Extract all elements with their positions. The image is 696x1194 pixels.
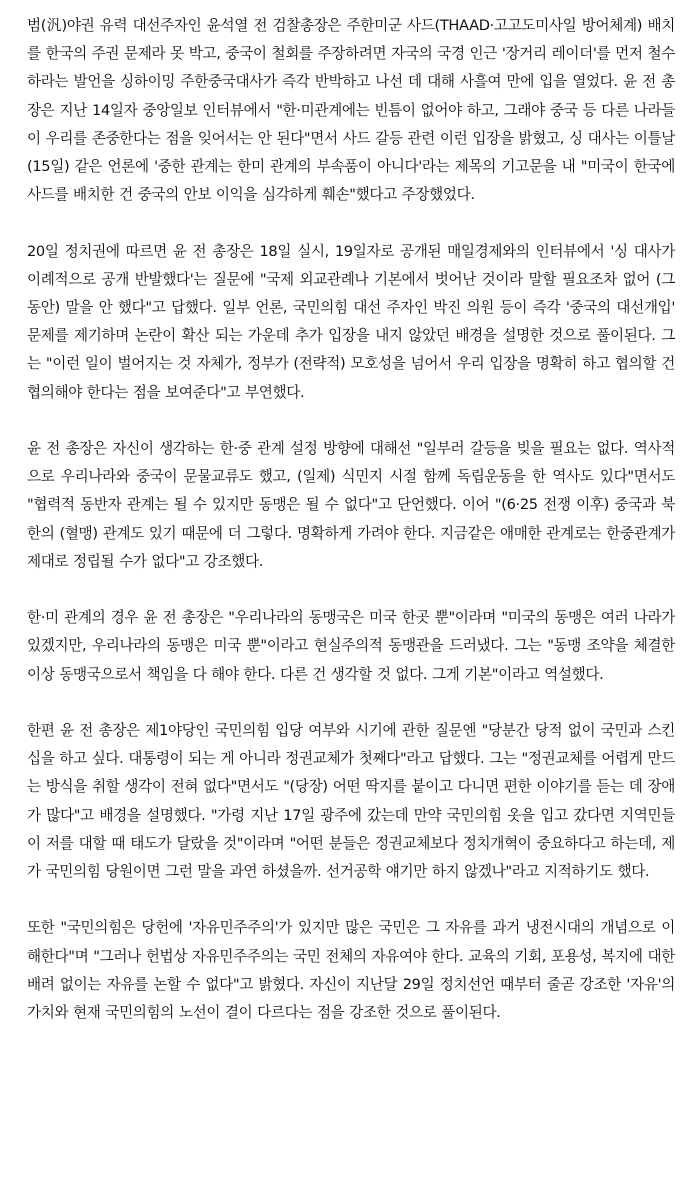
paragraph-3: 윤 전 총장은 자신이 생각하는 한·중 관계 설정 방향에 대해선 "일부러 갈등을 빚을 필요는 없다. 역사적으로 우리나라와 중국이 문물교류도 했고, (일제) 식민지 시절 함께 독립운동을 한 역사도 있다"면서도 "협력적 동반자 관계는 될 수 있지만 동맹은 될 수 없다"고 단언했다. 이어 "(6·25 전쟁 이후) 중국과 북한의 (혈맹) 관계도 있기 때문에 더 그렇다. 명확하게 가려야 한다. 지금같은 애매한 관계로는 한중관계가 제대로 정립될 수가 없다"고 강조했다. [27, 440, 675, 570]
article-body [27, 12, 675, 1027]
paragraph-1: 범(汎)야권 유력 대선주자인 윤석열 전 검찰총장은 주한미군 사드(THAAD·고고도미사일 방어체계) 배치를 한국의 주권 문제라 못 박고, 중국이 철회를 주장하려면 자국의 국경 인근 '장거리 레이더'를 먼저 철수하라는 발언을 싱하이밍 주한중국대사가 즉각 반박하고 나선 데 대해 사흘여 만에 입을 열었다. 윤 전 총장은 지난 14일자 중앙일보 인터뷰에서 "한·미관계에는 빈틈이 없어야 하고, 그래야 중국 등 다른 나라들이 우리를 존중한다는 점을 잊어서는 안 된다"면서 사드 갈등 관련 이런 입장을 밝혔고, 싱 대사는 이틀날(15일) 같은 언론에 '중한 관계는 한미 관계의 부속품이 아니다'라는 제목의 기고문을 내 "미국이 한국에 사드를 배치한 건 중국의 안보 이익을 심각하게 훼손"했다고 주장했었다. [27, 17, 675, 204]
paragraph-4: 한·미 관계의 경우 윤 전 총장은 "우리나라의 동맹국은 미국 한곳 뿐"이라며 "미국의 동맹은 여러 나라가 있겠지만, 우리나라의 동맹은 미국 뿐"이라고 현실주의적 동맹관을 드러냈다. 그는 "동맹 조약을 체결한 이상 동맹국으로서 책임을 다 해야 한다. 다른 건 생각할 것 없다. 그게 기본"이라고 역설했다. [27, 609, 675, 683]
paragraph-5: 한편 윤 전 총장은 제1야당인 국민의힘 입당 여부와 시기에 관한 질문엔 "당분간 당적 없이 국민과 스킨십을 하고 싶다. 대통령이 되는 게 아니라 정권교체가 첫째다"라고 답했다. 그는 "정권교체를 어렵게 만드는 방식을 취할 생각이 전혀 없다"면서도 "(당장) 어떤 딱지를 붙이고 다니면 편한 이야기를 듣는 데 장애가 많다"고 배경을 설명했다. "가령 지난 17일 광주에 갔는데 만약 국민의힘 옷을 입고 갔다면 지역민들이 저를 대할 때 태도가 달랐을 것"이라며 "어떤 분들은 정권교체보다 정치개혁이 중요하다고 하는데, 제가 국민의힘 당원이면 그런 말을 과연 하셨을까. 선거공학 얘기만 하지 않겠나"라고 지적하기도 했다. [27, 722, 675, 881]
paragraph-6: 또한 "국민의힘은 당헌에 '자유민주주의'가 있지만 많은 국민은 그 자유를 과거 냉전시대의 개념으로 이해한다"며 "그러나 헌법상 자유민주주의는 국민 전체의 자유여야 한다. 교육의 기회, 포용성, 복지에 대한 배려 없이는 자유를 논할 수 없다"고 밝혔다. 자신이 지난달 29일 정치선언 때부터 줄곧 강조한 '자유'의 가치와 현재 국민의힘의 노선이 결이 다르다는 점을 강조한 것으로 풀이된다. [27, 919, 675, 1022]
paragraph-2: 20일 정치권에 따르면 윤 전 총장은 18일 실시, 19일자로 공개된 매일경제와의 인터뷰에서 '싱 대사가 이례적으로 공개 반발했다'는 질문에 "국제 외교관례나 기본에서 벗어난 것이라 말할 필요조차 없어 (그동안) 말을 안 했다"고 답했다. 일부 언론, 국민의힘 대선 주자인 박진 의원 등이 즉각 '중국의 대선개입' 문제를 제기하며 논란이 확산 되는 가운데 추가 입장을 내지 않았던 배경을 설명한 것으로 풀이된다. 그는 "이런 일이 벌어지는 것 자체가, 정부가 (전략적) 모호성을 넘어서 우리 입장을 명확히 하고 협의할 건 협의해야 한다는 점을 보여준다"고 부연했다. [27, 242, 675, 401]
